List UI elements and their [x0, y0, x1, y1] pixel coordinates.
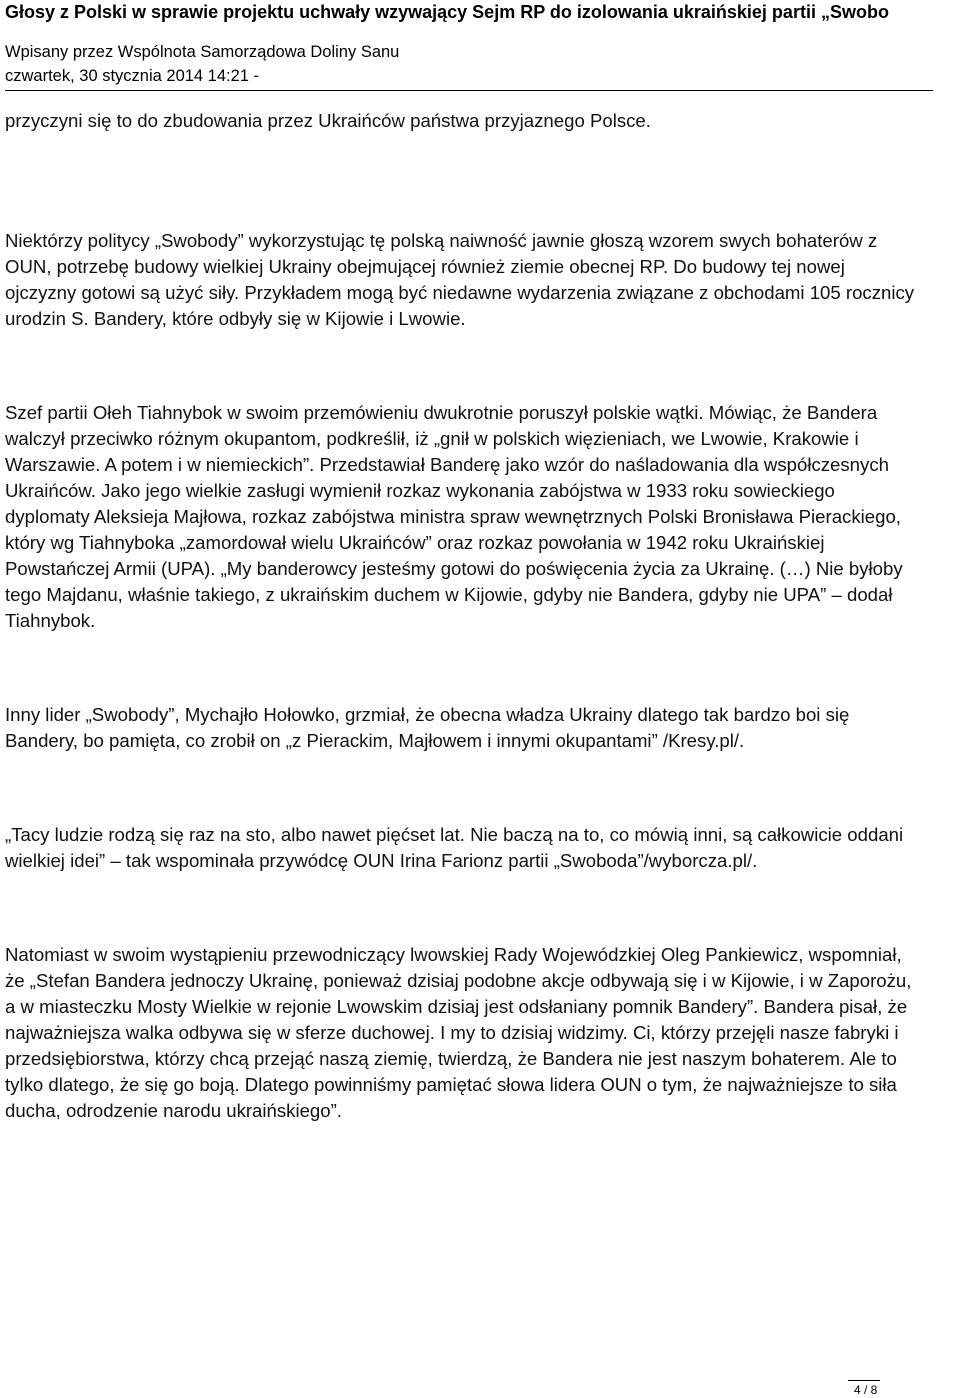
page-header — [5, 0, 950, 88]
article-body — [5, 108, 920, 1124]
paragraph-3: Szef partii Ołeh Tiahnybok w swoim przemówieniu dwukrotnie poruszył polskie wątki. Mówiąc, że Bandera walczył przeciwko różnym okupantom, podkreślił, iż „gnił w polskich więzieniach, we Lwowie, Krakowie i Warszawie. A potem i w niemieckich”. Przedstawiał Banderę jako wzór do naśladowania dla współczesnych Ukraińców. Jako jego wielkie zasługi wymienił rozkaz wykonania zabójstwa w 1933 roku sowieckiego dyplomaty Aleksieja Majłowa, rozkaz zabójstwa ministra spraw wewnętrznych Polski Bronisława Pierackiego, który wg Tiahnyboka „zamordował wielu Ukraińców” oraz rozkaz powołania w 1942 roku Ukraińskiej Powstańczej Armii (UPA). „My banderowcy jesteśmy gotowi do poświęcenia życia za Ukrainę. (…) Nie byłoby tego Majdanu, właśnie takiego, z ukraińskim duchem w Kijowie, gdyby nie Bandera, gdyby nie UPA” – dodał Tiahnybok. — [5, 402, 903, 631]
document-title: Głosy z Polski w sprawie projektu uchwały wzywający Sejm RP do izolowania ukraińskiej partii „Swobo — [5, 2, 889, 22]
author-line: Wpisany przez Wspólnota Samorządowa Doliny Sanu — [5, 43, 400, 61]
paragraph-5: „Tacy ludzie rodzą się raz na sto, albo nawet pięćset lat. Nie baczą na to, co mówią inni, są całkowicie oddani wielkiej idei” – tak wspominała przywódcę OUN Irina Farionz partii „Swoboda”/wyborcza.pl/. — [5, 824, 904, 871]
paragraph-6: Natomiast w swoim wystąpieniu przewodniczący lwowskiej Rady Wojewódzkiej Oleg Pankiewicz, wspomniał, że „Stefan Bandera jednoczy Ukrainę, ponieważ dzisiaj podobne akcje odbywają się i w Kijowie, i w Zaporożu, a w miasteczku Mosty Wielkie w rejonie Lwowskim dzisiaj jest odsłaniany pomnik Bandery”. Bandera pisał, że najważniejsza walka odbywa się w sferze duchowej. I my to dzisiaj widzimy. Ci, którzy przejęli nasze fabryki i przedsiębiorstwa, którzy chcą przejąć naszą ziemię, twierdzą, że Bandera nie jest naszym bohaterem. Ale to tylko dlatego, że się go boją. Dlatego powinniśmy pamiętać słowa lidera OUN o tym, że najważniejsze to siła ducha, odrodzenie narodu ukraińskiego”. — [5, 944, 912, 1121]
paragraph-4: Inny lider „Swobody”, Mychajło Hołowko, grzmiał, że obecna władza Ukrainy dlatego tak bardzo boi się Bandery, bo pamięta, co zrobił on „z Pierackim, Majłowem i innymi okupantami” /Kresy.pl/. — [5, 704, 850, 751]
paragraph-2: Niektórzy politycy „Swobody” wykorzystując tę polską naiwność jawnie głoszą wzorem swych bohaterów z OUN, potrzebę budowy wielkiej Ukrainy obejmującej również ziemie obecnej RP. Do budowy tej nowej ojczyzny gotowi są użyć siły. Przykładem mogą być niedawne wydarzenia związane z obchodami 105 rocznicy urodzin S. Bandery, które odbyły się w Kijowie i Lwowie. — [5, 230, 915, 329]
date-line: czwartek, 30 stycznia 2014 14:21 - — [5, 67, 260, 85]
header-divider — [5, 90, 933, 91]
page-number: 4 / 8 — [854, 1383, 878, 1397]
footer-divider — [848, 1380, 880, 1381]
paragraph-1: przyczyni się to do zbudowania przez Ukraińców państwa przyjaznego Polsce. — [5, 110, 651, 131]
